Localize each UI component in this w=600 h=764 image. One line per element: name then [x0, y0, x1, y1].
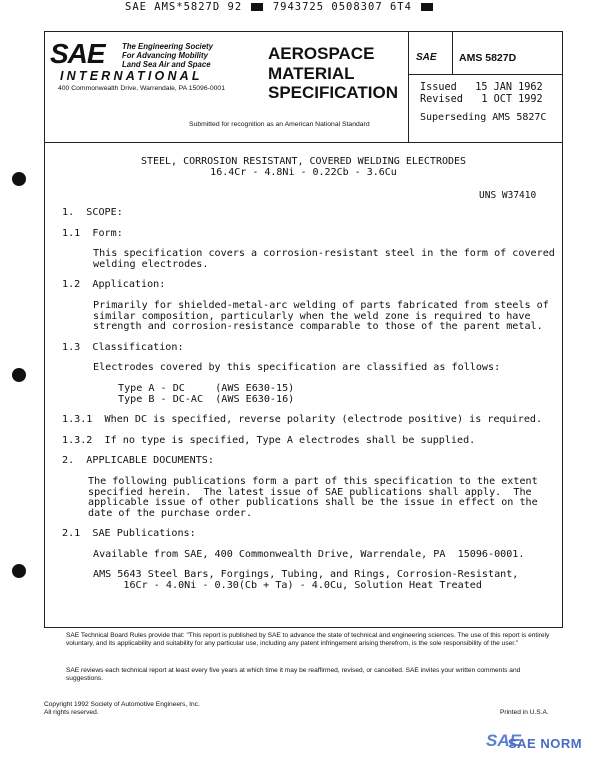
doc-type-line: AEROSPACE [268, 44, 375, 63]
watermark-logo: SAE [486, 731, 521, 750]
title-line-2: 16.4Cr - 4.8Ni - 0.22Cb - 3.6Cu [210, 167, 397, 178]
section-1-1-text: This specification covers a corrosion-resistant steel in the form of covered welding electrodes. [93, 248, 555, 270]
org-address: 400 Commonwealth Drive, Warrendale, PA 15096-0001 [58, 85, 225, 92]
sae-logo: SAE [50, 38, 105, 69]
section-2-text: The following publications form a part of this specification to the extent specified herein. The latest issue of SAE publications shall apply. The applicable issue of other publications shall be the issue in effect on the date of the purchase order. [88, 475, 538, 519]
doc-type-line: MATERIAL [268, 63, 355, 83]
sae-small-logo: SAE [416, 52, 437, 63]
footer-review: SAE reviews each technical report at least every five years at which time it may be reaffirmed, revised, or cancelled. SAE invites your written comments and suggestions. [66, 667, 521, 683]
punch-hole-icon [12, 564, 26, 578]
issue-dates [420, 82, 543, 105]
type-a-line: Type A - DC (AWS E630-15) [118, 382, 295, 394]
superseding-note: Superseding AMS 5827C [420, 112, 547, 123]
copyright-line: Copyright 1992 Society of Automotive Engineers, Inc. [44, 701, 200, 708]
society-tagline [122, 42, 213, 69]
scan-header-left: SAE AMS*5827D 92 [125, 1, 243, 13]
title-line-1: STEEL, CORROSION RESISTANT, COVERED WELDING ELECTRODES [140, 156, 467, 167]
spec-title [44, 156, 563, 178]
section-1-heading: 1. SCOPE: [62, 207, 123, 218]
ams-number: AMS 5827D [459, 52, 517, 64]
footer-rules: SAE Technical Board Rules provide that: "This report is published by SAE to advance the state of technical and engineering sciences. The use of this report is entirely voluntary, and its applicability and suitability for any particular use, including any patent infringement arising therefrom, is the sole responsibility of the user." [66, 632, 550, 648]
revised-label: Revised [420, 93, 463, 105]
scan-header [125, 1, 435, 13]
type-b-line: Type B - DC-AC (AWS E630-16) [118, 393, 295, 405]
header-divider [44, 142, 563, 143]
doc-type-title [268, 44, 398, 103]
section-1-2-heading: 1.2 Application: [62, 279, 166, 291]
copyright [44, 701, 344, 717]
tagline-line: Land Sea Air and Space [122, 60, 211, 69]
scan-block-icon [421, 3, 433, 11]
punch-hole-icon [12, 368, 26, 382]
scan-header-right: 7943725 0508307 6T4 [272, 1, 412, 13]
international-wordmark: INTERNATIONAL [60, 69, 203, 83]
issued-date: 15 JAN 1962 [475, 82, 543, 93]
header-vertical-divider [408, 31, 409, 142]
scan-block-icon [251, 3, 263, 11]
uns-number: UNS W37410 [479, 190, 537, 201]
section-2-1-heading: 2.1 SAE Publications: [62, 528, 196, 540]
submitted-note: Submitted for recognition as an American National Standard [189, 121, 370, 128]
ams-5643-reference: AMS 5643 Steel Bars, Forgings, Tubing, and Rings, Corrosion-Resistant, 16Cr - 4.0Ni - 0.30(Cb + Ta) - 4.0Cu, Solution Heat Treated [93, 569, 519, 592]
section-1-3-heading: 1.3 Classification: [62, 341, 184, 353]
issued-label: Issued [420, 82, 457, 93]
section-2-1-text: Available from SAE, 400 Commonwealth Drive, Warrendale, PA 15096-0001. [93, 548, 525, 560]
tagline-line: The Engineering Society [122, 42, 213, 51]
number-box-divider [452, 31, 453, 74]
section-1-1-heading: 1.1 Form: [62, 227, 123, 239]
revised-date: 1 OCT 1992 [481, 93, 543, 105]
section-1-3-text: Electrodes covered by this specification are classified as follows: [93, 362, 501, 374]
watermark-text: SAE NORM [508, 736, 583, 751]
doc-type-line: SPECIFICATION [268, 83, 399, 102]
section-2-heading: 2. APPLICABLE DOCUMENTS: [62, 455, 214, 467]
section-1-3-1: 1.3.1 When DC is specified, reverse polarity (electrode positive) is required. [62, 414, 543, 426]
document-body [62, 208, 557, 592]
rights-line: All rights reserved. [44, 709, 99, 717]
section-1-3-2: 1.3.2 If no type is specified, Type A electrodes shall be supplied. [62, 434, 476, 446]
printed-in: Printed in U.S.A. [500, 709, 549, 716]
punch-hole-icon [12, 172, 26, 186]
section-1-2-text: Primarily for shielded-metal-arc welding of parts fabricated from steels of similar composition, particularly when the weld zone is required to have strength and corrosion-resistance comparable to those of the parent metal. [93, 299, 549, 333]
number-box-bottom [408, 74, 563, 75]
tagline-line: For Advancing Mobility [122, 51, 208, 60]
